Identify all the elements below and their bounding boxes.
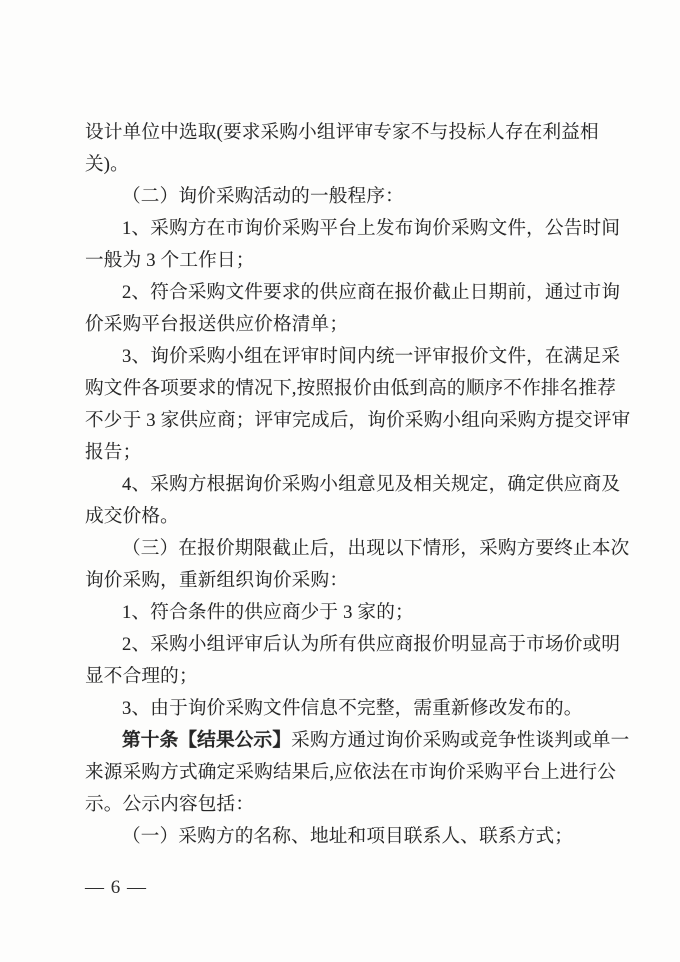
page-footer [85,872,147,904]
line-text: （二）询价采购活动的一般程序： [122,186,404,207]
line-text: 关)。 [85,154,129,175]
text-line [85,501,597,533]
text-line [85,757,617,789]
line-text: 成交价格。 [85,506,179,527]
text-line [85,341,621,373]
text-line [85,565,597,597]
line-text: 示。公示内容包括： [85,794,255,815]
text-line [85,117,597,149]
text-line [85,597,597,629]
line-text: 价采购平台报送供应价格清单； [85,314,349,335]
line-text: （一）采购方的名称、地址和项目联系人、联系方式； [122,826,574,847]
text-line [85,469,621,501]
line-text: 2、采购小组评审后认为所有供应商报价明显高于市场价或明 [122,634,621,655]
line-text: 1、符合条件的供应商少于 3 家的； [122,602,414,623]
text-line [85,181,597,213]
text-line [85,693,597,725]
line-text: （三）在报价期限截止后，出现以下情形，采购方要终止本次 [122,538,630,559]
line-text: 来源采购方式确定采购结果后,应依法在市询价采购平台上进行公 [85,762,617,783]
text-line [85,405,631,437]
text-line [85,437,597,469]
line-text: 采购方通过询价采购或竞争性谈判或单一 [291,730,630,751]
line-text: 显不合理的； [85,666,198,687]
article-heading-bold: 第十条【结果公示】 [122,730,292,751]
line-text: 设计单位中选取(要求采购小组评审专家不与投标人存在利益相 [85,122,599,143]
text-line [85,661,597,693]
text-line [85,629,621,661]
line-text: 3、询价采购小组在评审时间内统一评审报价文件，在满足采 [122,346,621,367]
line-text: 2、符合采购文件要求的供应商在报价截止日期前，通过市询 [122,282,621,303]
line-text: 不少于 3 家供应商；评审完成后，询价采购小组向采购方提交评审 [85,410,631,431]
line-text: 3、由于询价采购文件信息不完整，需重新修改发布的。 [122,698,583,719]
text-line [85,789,597,821]
text-line [85,821,597,853]
line-text: 报告； [85,442,142,463]
text-line [85,149,597,181]
text-line [85,309,597,341]
line-text: 询价采购，重新组织询价采购： [85,570,349,591]
text-line [85,245,597,277]
text-line [85,277,621,309]
line-text: 4、采购方根据询价采购小组意见及相关规定，确定供应商及 [122,474,621,495]
line-text: 一般为 3 个工作日； [85,250,255,271]
page-number: — 6 — [85,877,147,898]
document-body [85,117,631,853]
text-line [85,725,630,757]
text-line [85,373,617,405]
text-line [85,533,630,565]
line-text: 购文件各项要求的情况下,按照报价由低到高的顺序不作排名推荐 [85,378,617,399]
line-text: 1、采购方在市询价采购平台上发布询价采购文件，公告时间 [122,218,621,239]
text-line [85,213,621,245]
